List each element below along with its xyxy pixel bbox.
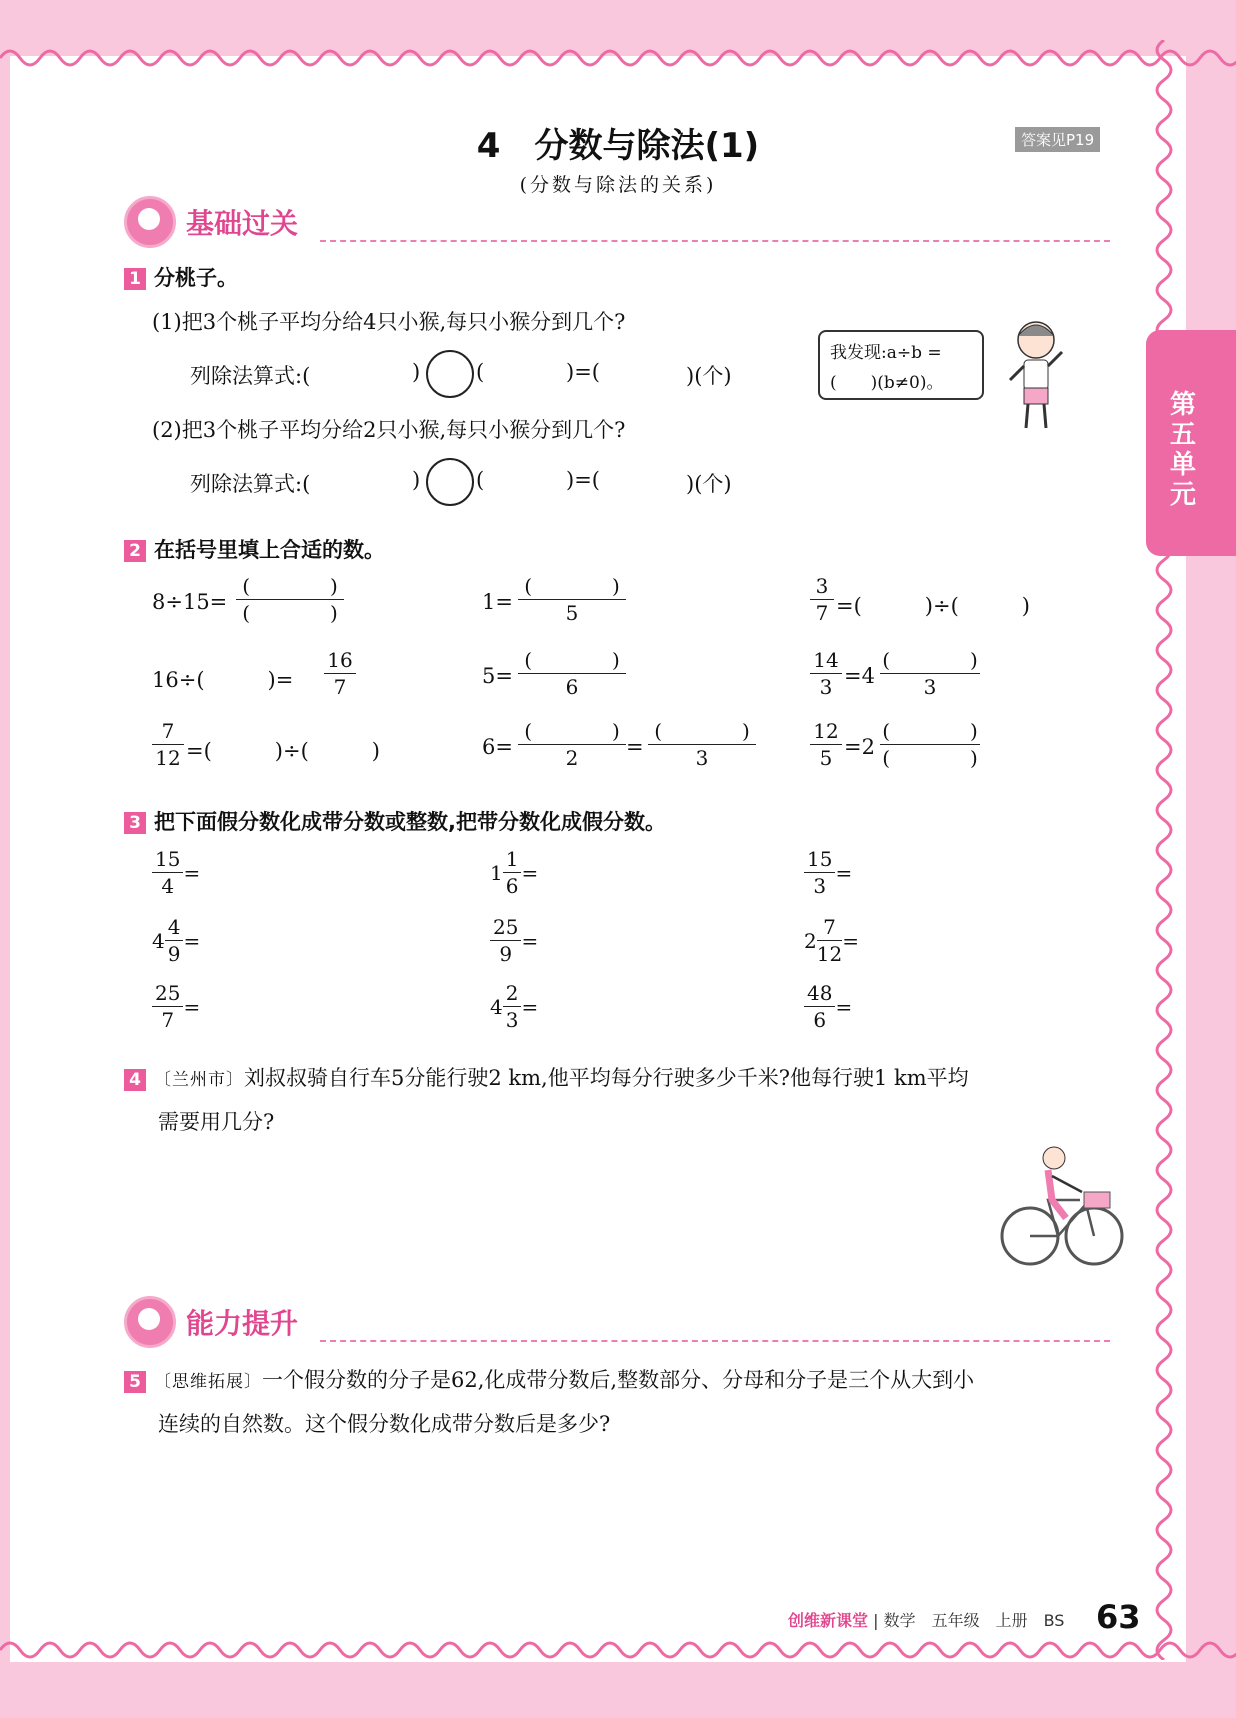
footer [788,1608,1064,1631]
fraction: $\frac{48}{6}$ [804,980,835,1033]
fraction: $\frac{25}{7}$ [152,980,183,1033]
mixed-whole-part: 4 [152,928,165,953]
question-1-text: 分桃子。 [154,266,238,290]
section-title-basic: 基础过关 [186,207,299,240]
bubble-line-1: 我发现:a÷b = [830,343,942,363]
question-5-line-2: 连续的自然数。这个假分数化成带分数后是多少? [158,1412,611,1436]
fraction: $\frac{15}{4}$ [152,846,183,899]
q3-item [152,846,200,899]
section-divider [320,240,1110,242]
q2-r2c2-lead: 5= [482,664,513,688]
equals-sign: = [842,928,859,953]
mixed-whole-part: 2 [804,928,817,953]
question-1-part-1: (1)把3个桃子平均分给4只小猴,每只小猴分到几个? [152,310,626,334]
formula-label: 列除法算式:( [190,364,311,388]
fraction: $\frac{7}{12}$ [152,718,184,771]
answer-reference-badge: 答案见P19 [1015,127,1100,152]
fraction-blank[interactable]: ( ) 5 [518,573,626,626]
formula-equals: )=( [566,468,600,492]
mixed-whole-part: 1 [490,860,503,885]
fraction: $\frac{14}{3}$ [810,647,842,700]
operator-circle-blank[interactable] [426,350,474,398]
fraction: $\frac{4}{9}$ [165,914,184,967]
formula-open-paren: ( [476,468,485,492]
equals-sign: = [835,994,853,1019]
question-4-line-2: 需要用几分? [158,1110,275,1134]
question-4-tag: 〔兰州市〕 [154,1070,244,1090]
q3-item [152,980,200,1033]
question-2-text: 在括号里填上合适的数。 [154,538,385,562]
question-4 [124,1062,969,1092]
equals-sign: = [835,860,853,885]
question-number-badge: 4 [124,1069,146,1091]
formula-unit: )(个) [686,472,732,496]
q2-r3c2-eq: = [626,735,644,759]
fraction: $\frac{7}{12}$ [816,915,843,966]
question-4-line-1: 刘叔叔骑自行车5分能行驶2 km,他平均每分行驶多少千米?他每行驶1 km平均 [244,1066,969,1090]
top-wavy-border [0,44,1236,72]
q2-r1c3-tail: =( )÷( ) [836,594,1030,618]
equals-sign: = [183,860,201,885]
bottom-wavy-border [0,1636,1236,1664]
fraction-blank[interactable]: ( ) 3 [880,647,980,700]
footer-separator: | [873,1611,879,1630]
section-title-advanced: 能力提升 [186,1307,299,1340]
section-mascot-icon [124,1296,176,1348]
formula-close-paren: ) [412,468,421,492]
equals-sign: = [183,994,201,1019]
question-number-badge: 1 [124,268,146,290]
footer-brand: 创维新课堂 [788,1611,869,1630]
q2-r3c1-tail: =( )÷( ) [186,739,380,763]
question-3-text: 把下面假分数化成带分数或整数,把带分数化成假分数。 [154,810,666,834]
question-3-heading [124,806,666,836]
question-1-part-2: (2)把3个桃子平均分给2只小猴,每只小猴分到几个? [152,418,626,442]
fraction: $\frac{16}{7}$ [324,647,356,700]
mixed-whole-part: 4 [490,994,503,1019]
boy-illustration [1000,318,1070,436]
equals-sign: = [183,928,201,953]
question-1-heading [124,262,238,292]
formula-close-paren: ) [412,360,421,384]
q3-item [490,914,538,967]
q3-item [490,980,538,1033]
page-number: 63 [1096,1598,1141,1636]
q3-item [804,914,859,967]
question-number-badge: 5 [124,1371,146,1393]
equals-sign: = [521,860,539,885]
fraction: $\frac{3}{7}$ [810,573,834,626]
operator-circle-blank[interactable] [426,458,474,506]
fraction-blank[interactable]: ( ) 2 [518,718,626,771]
question-5 [124,1364,974,1394]
formula-open-paren: ( [476,360,485,384]
question-2-heading [124,534,385,564]
q2-r3c2-lead: 6= [482,735,513,759]
q2-r2c3-mid: =4 [844,664,875,688]
q2-r3c3-mid: =2 [844,735,875,759]
q2-r2c1-lead: 16÷( )= [152,668,294,692]
question-number-badge: 3 [124,812,146,834]
q2-r1c2-lead: 1= [482,590,513,614]
fraction-blank[interactable]: ( ) ( ) [236,573,344,626]
fraction-blank[interactable]: ( ) 3 [648,718,756,771]
page-subtitle: (分数与除法的关系) [519,174,717,196]
fraction-blank[interactable]: ( ) ( ) [880,718,980,771]
footer-info: 数学 五年级 上册 BS [883,1611,1065,1630]
question-number-badge: 2 [124,540,146,562]
q3-item [804,846,852,899]
fraction: $\frac{1}{6}$ [503,846,522,899]
formula-equals: )=( [566,360,600,384]
q3-item [490,846,538,899]
formula-unit: )(个) [686,364,732,388]
equals-sign: = [521,994,539,1019]
right-wavy-border [1150,40,1178,1660]
q2-r1c1-lead: 8÷15= [152,590,228,614]
q3-item [804,980,852,1033]
section-mascot-icon [124,196,176,248]
fraction-blank[interactable]: ( ) 6 [518,647,626,700]
speech-bubble [818,330,984,400]
q3-item [152,914,200,967]
unit-side-tab-label: 第五单元 [1169,390,1196,510]
formula-label: 列除法算式:( [190,472,311,496]
cyclist-illustration [1000,1144,1126,1270]
unit-side-tab [1146,330,1236,556]
page-title: 4 分数与除法(1) [476,126,760,166]
section-divider [320,1340,1110,1342]
bubble-line-2: ( )(b≠0)。 [830,373,944,393]
equals-sign: = [521,928,539,953]
fraction: $\frac{15}{3}$ [804,846,835,899]
fraction: $\frac{25}{9}$ [490,914,521,967]
question-5-tag: 〔思维拓展〕 [154,1372,262,1392]
fraction: $\frac{2}{3}$ [503,980,522,1033]
question-5-line-1: 一个假分数的分子是62,化成带分数后,整数部分、分母和分子是三个从大到小 [262,1368,975,1392]
fraction: $\frac{12}{5}$ [810,718,842,771]
